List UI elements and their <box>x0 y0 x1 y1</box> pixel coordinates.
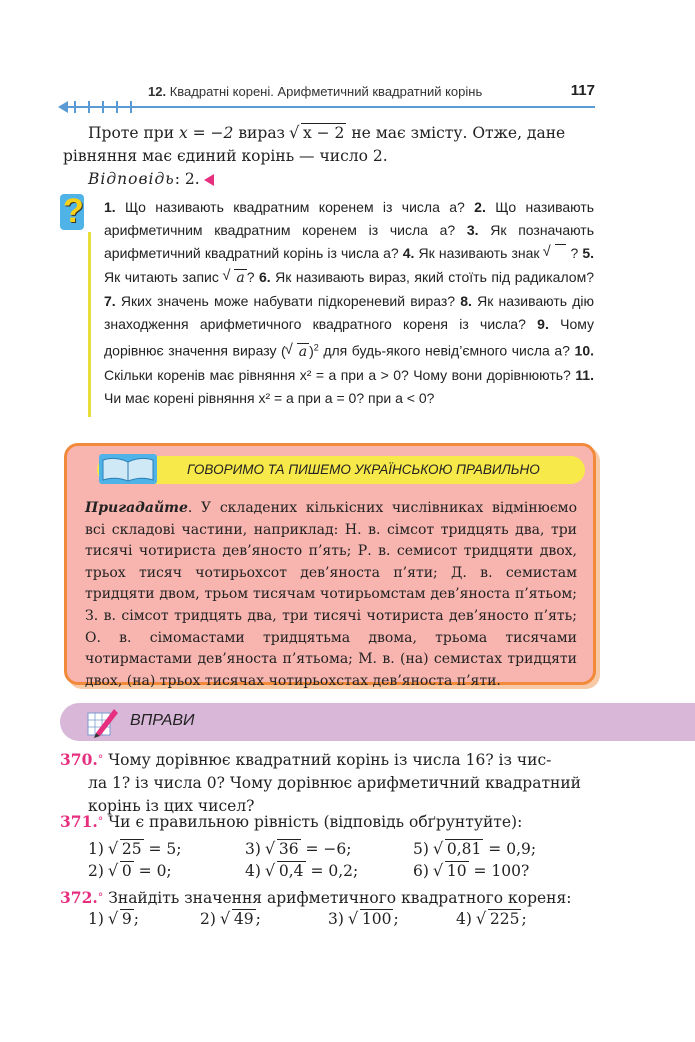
ruler-tick <box>130 101 132 113</box>
sqrt-expression <box>290 122 346 145</box>
answer-label: Відповідь <box>88 170 175 188</box>
section-title-text: Квадратні корені. Арифметичний квадратний корінь <box>169 84 483 99</box>
answer-value: : 2. <box>174 170 200 188</box>
ruler-tick <box>74 101 76 113</box>
sqrt-radicand: x − 2 <box>302 124 345 142</box>
root-item: 2) √ 49 ; <box>200 910 261 928</box>
root-item: 4) √ 225 ; <box>456 910 527 928</box>
intro-math: x = −2 <box>178 124 234 142</box>
rules-lead: Пригадайте <box>85 500 188 516</box>
question-3: Як позначають арифметичний квадратний корінь із числа a? <box>104 222 595 262</box>
section-title <box>148 84 482 99</box>
page-header <box>60 78 595 118</box>
ruler-tick <box>102 101 104 113</box>
ruler-tick <box>88 101 90 113</box>
question-9: Чому дорівнює значення виразу <box>104 316 595 359</box>
rules-text <box>85 498 577 692</box>
question-4: Як називають знак <box>418 245 540 262</box>
exercise-371: 371.° Чи є правильною рівність (відповідь обґрунтуйте): <box>60 812 523 831</box>
question-1: Що називають квадратним коренем із числа a? <box>125 199 465 215</box>
rules-title: ГОВОРИМО ТА ПИШЕМО УКРАЇНСЬКОЮ ПРАВИЛЬНО <box>187 462 540 477</box>
rules-body: . У складених кількісних числівниках відмінюємо всі складові частини, наприклад: Н. в. сімсот тридцять два, три тисячі чотириста дев’яносто п’ять; Р. в. семисот тридцяти двох, трьох тисяч чотирьохсот дев’яноста п’яти; Д. в. семистам тридцяти двом, трьом тисячам чотирьомстам дев’яноста п’ятьом; З. в. сімсот тридцять два, три тисячі чотириста дев’яносто п’ять; О. в. сімомастами тридцятьма двома, трьома тисячами чотирмастами дев’яноста п’ятьома; М. в. (на) семистах тридцяти двох, (на) трьох тисячах чотирьохстах дев’яноста п’яти. <box>85 500 577 689</box>
review-questions: 1. Що називають квадратним коренем із числа a? 2. Що називають арифметичним квадратним коренем із числа a? 3. Як позначають арифметичний квадратний корінь із числа a? 4. Як називають знак √ ? 5. Як читають запис √ a ? 6. Як називають вираз, який стоїть під радикалом? 7. Яких значень може набувати підкореневий вираз? 8. Як називають дію знаходження арифметичного квадратного кореня із числа? 9. Чому дорівнює значення виразу (√ a )$^2$ для будь-якого невід’ємного числа a? 10. Скільки коренів має рівняння x² = a при a > 0? Чому вони дорівнюють? 11. Чи має корені рівняння x² = a при a = 0? при a < 0? <box>104 196 594 410</box>
equation-item: 4) √ 0,4 = 0,2; <box>245 862 358 880</box>
page-number: 117 <box>570 82 595 99</box>
intro-text: Проте при <box>88 124 179 142</box>
sqrt-sign <box>544 242 567 265</box>
exercise-text: Знайдіть значення арифметичного квадратного кореня: <box>108 889 572 907</box>
equation-item: 2) √ 0 = 0; <box>88 862 172 880</box>
exercise-number: 372. <box>60 888 98 907</box>
open-book-icon <box>97 450 159 486</box>
exercise-number: 370. <box>60 750 98 769</box>
intro-text: не має змісту. Отже, дане <box>346 124 566 142</box>
equation-item: 3) √ 36 = −6; <box>245 840 352 858</box>
sqrt-squared: (√ a )$^2$ <box>281 343 319 359</box>
section-number: 12. <box>148 84 167 99</box>
intro-text: вираз <box>233 124 290 142</box>
exercise-370: 370.° Чому дорівнює квадратний корінь із числа 16? із чис- ла 1? із числа 0? Чому дорівнює арифметичний квадратний корінь із цих чисел? <box>60 748 595 818</box>
question-6: Як називають вираз, який стоїть під радикалом? <box>275 268 594 285</box>
equation-item: 5) √ 0,81 = 0,9; <box>413 840 536 858</box>
intro-text: рівняння має єдиний корінь — число 2. <box>63 147 388 165</box>
language-rules-box <box>64 443 596 689</box>
ruler-tick <box>116 101 118 113</box>
question-icon: ? <box>60 194 84 230</box>
exercises-header <box>60 703 695 741</box>
exercise-number: 371. <box>60 812 98 831</box>
sqrt-expression <box>223 266 246 290</box>
exercise-text: Чому дорівнює квадратний корінь із числа 16? із чис- <box>108 751 552 769</box>
question-11: Чи має корені рівняння x² = a при a = 0? при a < 0? <box>104 390 435 407</box>
exercise-text: ла 1? із числа 0? Чому дорівнює арифметичний квадратний <box>88 774 582 792</box>
question-8: Як називають дію знаходження арифметичного квадратного кореня із числа? <box>104 292 595 333</box>
question-2: Що називають арифметичним квадратним коренем із числа a? <box>104 199 595 239</box>
equation-item: 1) √ 25 = 5; <box>88 840 182 858</box>
question-10: Скільки коренів має рівняння x² = a при a > 0? Чому вони дорівнюють? <box>104 367 571 384</box>
question-7: Яких значень може набувати підкореневий вираз? <box>120 292 456 309</box>
end-of-solution-icon <box>204 174 214 186</box>
exercise-text: Чи є правильною рівність (відповідь обґрунтуйте): <box>108 813 523 831</box>
exercise-372: 372.° Знайдіть значення арифметичного квадратного кореня: <box>60 888 572 907</box>
question-sidebar <box>88 232 91 417</box>
root-item: 3) √ 100 ; <box>328 910 399 928</box>
sqrt-radicand: a <box>236 269 245 286</box>
pencil-grid-icon <box>86 705 120 739</box>
question-9-end: для будь-якого невід’ємного числа a? <box>323 342 570 359</box>
root-item: 1) √ 9 ; <box>88 910 139 928</box>
arrow-left-icon <box>58 101 68 113</box>
header-rule <box>60 106 595 108</box>
exercises-title: ВПРАВИ <box>130 712 195 729</box>
equation-item: 6) √ 10 = 100? <box>413 862 529 880</box>
question-4-end: ? <box>570 245 579 262</box>
exercise-text: корінь із цих чисел? <box>88 797 255 815</box>
question-5: Як читають запис <box>104 268 219 285</box>
intro-paragraph <box>63 122 598 191</box>
